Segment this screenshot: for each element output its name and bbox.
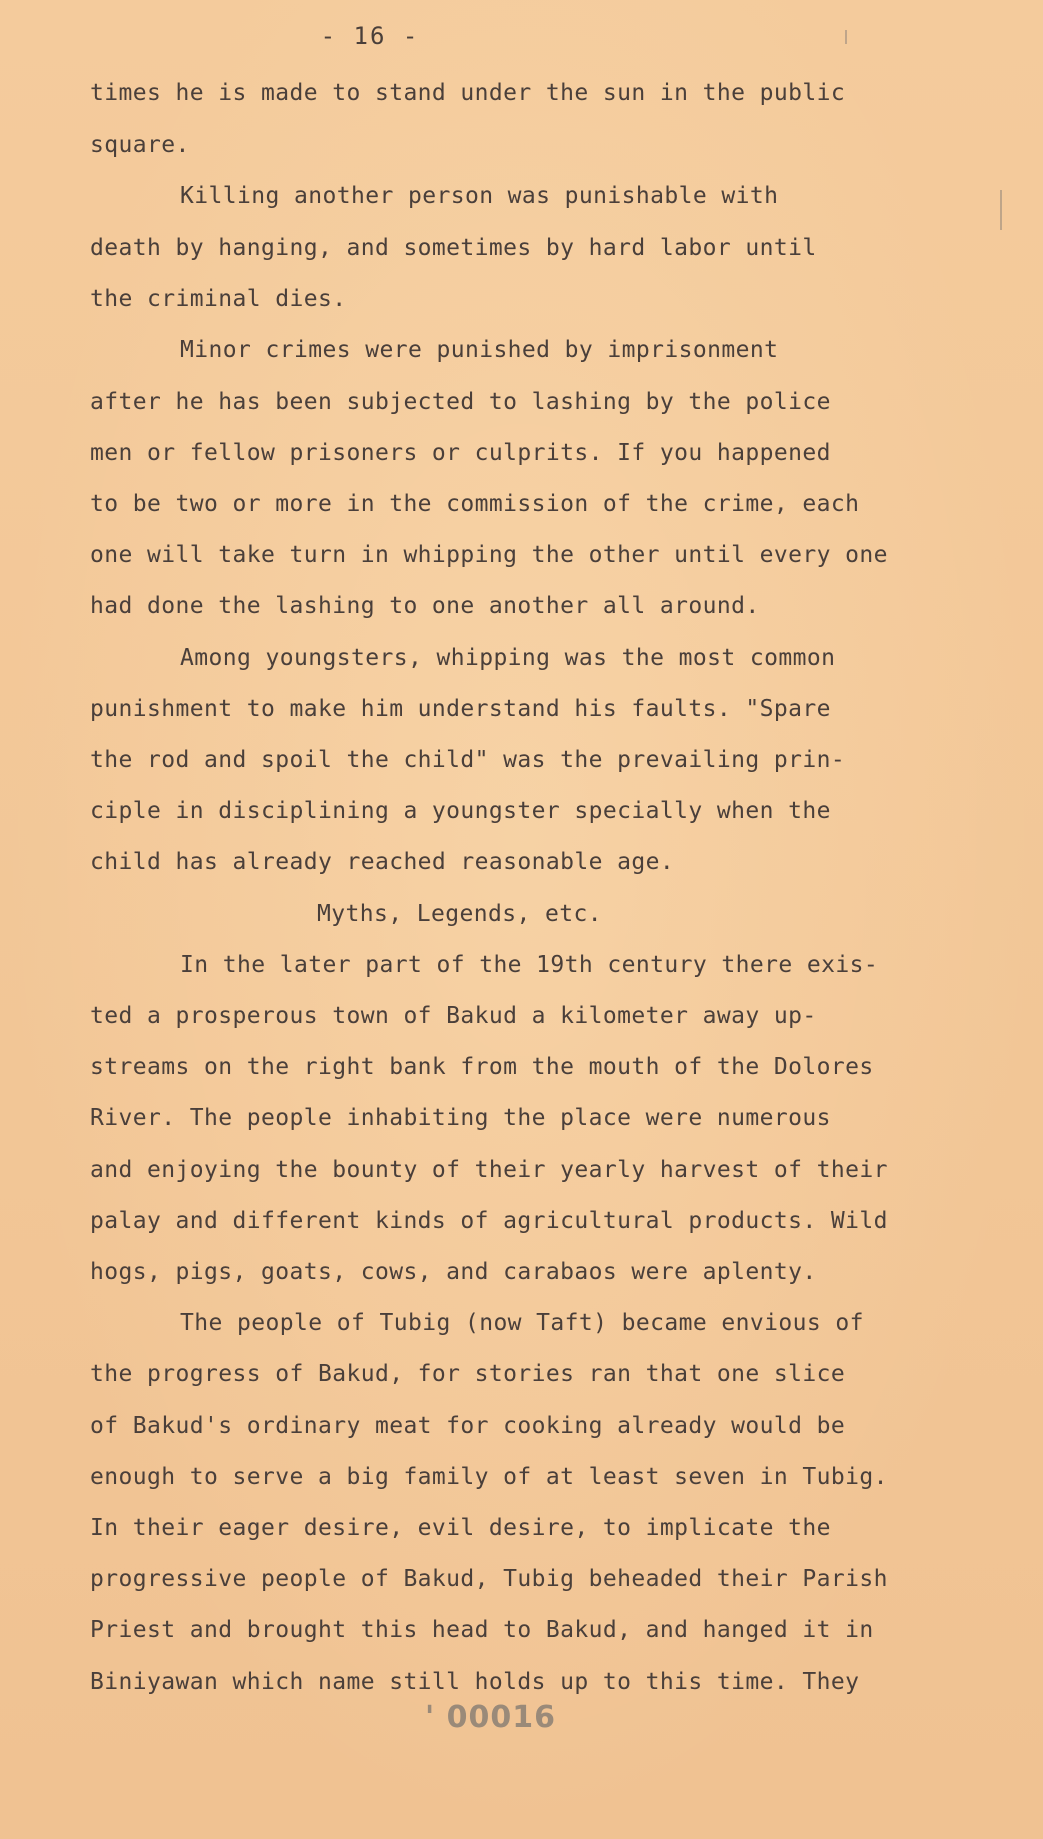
pencil-mark (1000, 190, 1002, 230)
text-line: River. The people inhabiting the place were numerous (90, 1105, 831, 1131)
text-line: to be two or more in the commission of the crime, each (90, 491, 860, 517)
text-line: Priest and brought this head to Bakud, and hanged it in (90, 1617, 874, 1643)
archive-stamp: ' 00016 (425, 1700, 556, 1735)
text-line: progressive people of Bakud, Tubig beheaded their Parish (90, 1566, 888, 1592)
text-line: In their eager desire, evil desire, to implicate the (90, 1515, 831, 1541)
text-line: hogs, pigs, goats, cows, and carabaos were aplenty. (90, 1259, 817, 1285)
text-line: times he is made to stand under the sun in the public (90, 80, 846, 106)
text-line: enough to serve a big family of at least seven in Tubig. (90, 1464, 888, 1490)
text-line: men or fellow prisoners or culprits. If you happened (90, 440, 831, 466)
text-line: streams on the right bank from the mouth of the Dolores (90, 1054, 874, 1080)
text-line: palay and different kinds of agricultural products. Wild (90, 1208, 888, 1234)
text-line: the criminal dies. (90, 286, 347, 312)
text-line: death by hanging, and sometimes by hard labor until (90, 235, 817, 261)
page-number: - 16 - (320, 22, 420, 50)
section-heading: Myths, Legends, etc. (317, 901, 602, 927)
text-line: the rod and spoil the child" was the prevailing prin- (90, 747, 846, 773)
text-line: one will take turn in whipping the other until every one (90, 542, 888, 568)
text-line: Killing another person was punishable with (180, 183, 779, 209)
text-line: child has already reached reasonable age. (90, 849, 675, 875)
text-line: and enjoying the bounty of their yearly harvest of their (90, 1157, 888, 1183)
text-line: Among youngsters, whipping was the most common (180, 645, 836, 671)
text-line: Biniyawan which name still holds up to this time. They (90, 1669, 860, 1695)
text-line: square. (90, 132, 190, 158)
text-line: ted a prosperous town of Bakud a kilometer away up- (90, 1003, 817, 1029)
text-line: the progress of Bakud, for stories ran that one slice (90, 1361, 846, 1387)
text-line: had done the lashing to one another all around. (90, 593, 760, 619)
text-line: ciple in disciplining a youngster specially when the (90, 798, 831, 824)
text-line: after he has been subjected to lashing by the police (90, 389, 831, 415)
pencil-mark (845, 30, 847, 44)
text-line: Minor crimes were punished by imprisonment (180, 337, 779, 363)
text-line: The people of Tubig (now Taft) became envious of (180, 1310, 864, 1336)
text-line: of Bakud's ordinary meat for cooking already would be (90, 1413, 846, 1439)
text-line: punishment to make him understand his faults. "Spare (90, 696, 831, 722)
text-line: In the later part of the 19th century there exis- (180, 952, 879, 978)
